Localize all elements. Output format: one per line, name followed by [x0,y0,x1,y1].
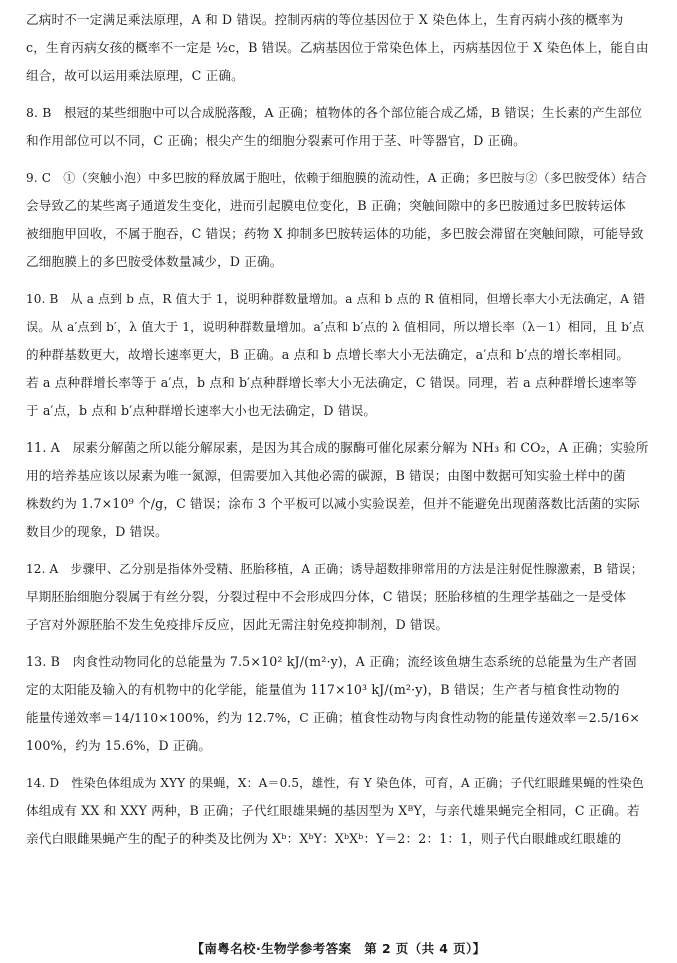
text-line: 会导致乙的某些离子通道发生变化，进而引起膜电位变化，B 正确；突触间隙中的多巴胺通过多巴胺转运体 [26,198,626,213]
text-line: 14. D 性染色体组成为 XYY 的果蝇，X：A＝0.5，雄性，有 Y 染色体，可育，A 正确；子代红眼雌果蝇的性染色 [26,776,644,790]
answer-paragraph-cont [26,6,649,90]
text-line: 体组成有 XX 和 XXY 两种，B 正确；子代红眼雄果蝇的基因型为 XᴮY，与亲代雄果蝇完全相同，C 正确。若 [26,803,640,818]
answer-paragraph-q13 [26,648,649,760]
text-line: 定的太阳能及输入的有机物中的化学能，能量值为 117×10³ kJ/(m²·y)，B 错误；生产者与植食性动物的 [26,682,620,697]
text-line: 亲代白眼雌果蝇产生的配子的种类及比例为 Xᵇ：XᵇY：XᵇXᵇ：Y＝2：2：1：1，则子代白眼雌或红眼雄的 [26,831,622,846]
text-line: 能量传递效率＝14/110×100%，约为 12.7%，C 正确；植食性动物与肉食性动物的能量传递效率＝2.5/16× [26,710,640,725]
text-line: 12. A 步骤甲、乙分别是指体外受精、胚胎移植，A 正确；诱导超数排卵常用的方法是注射促性腺激素，B 错误； [26,562,643,576]
text-line: 误。从 a′点到 b′，λ 值大于 1，说明种群数量增加。a′点和 b′点的 λ 值相同，所以增长率（λ－1）相同，且 b′点 [26,320,645,334]
text-line: 10. B 从 a 点到 b 点，R 值大于 1，说明种群数量增加。a 点和 b 点的 R 值相同，但增长率大小无法确定，A 错 [26,292,646,306]
text-line: 于 a′点，b 点和 b′点种群增长速率大小也无法确定，D 错误。 [26,403,377,418]
text-line: 组合，故可以运用乘法原理，C 正确。 [26,68,244,83]
answer-paragraph-q12 [26,555,649,639]
text-line: c，生育丙病女孩的概率不一定是 ½c，B 错误。乙病基因位于常染色体上，丙病基因位于 X 染色体上，能自由 [26,40,649,55]
page-footer: 【南粤名校·生物学参考答案 第 2 页（共 4 页）】 [191,941,486,956]
answer-paragraph-q14 [26,769,649,853]
text-line: 子宫对外源胚胎不发生免疫排斥反应，因此无需注射免疫抑制剂，D 错误。 [26,617,449,632]
text-line: 13. B 肉食性动物同化的总能量为 7.5×10² kJ/(m²·y)，A 正确；流经该鱼塘生态系统的总能量为生产者固 [26,654,637,669]
answer-content [26,6,649,853]
text-line: 用的培养基应该以尿素为唯一氮源，但需要加入其他必需的碳源，B 错误；由图中数据可知实验土样中的菌 [26,468,626,483]
text-line: 若 a 点种群增长率等于 a′点，b 点和 b′点种群增长率大小无法确定，C 错误。同理，若 a 点种群增长速率等 [26,375,637,390]
answer-paragraph-q9 [26,164,649,276]
text-line: 11. A 尿素分解菌之所以能分解尿素，是因为其合成的脲酶可催化尿素分解为 NH₃ 和 CO₂，A 正确；实验所 [26,440,649,455]
text-line: 100%，约为 15.6%，D 正确。 [26,738,212,753]
text-line: 9. C ①（突触小泡）中多巴胺的释放属于胞吐，依赖于细胞膜的流动性，A 正确；多巴胺与②（多巴胺受体）结合 [26,171,648,185]
text-line: 8. B 根冠的某些细胞中可以合成脱落酸，A 正确；植物体的各个部位能合成乙烯，B 错误；生长素的产生部位 [26,105,643,120]
text-line: 被细胞甲回收，不属于胞吞，C 错误；药物 X 抑制多巴胺转运体的功能，多巴胺会滞留在突触间隙，可能导致 [26,226,644,241]
text-line: 乙病时不一定满足乘法原理，A 和 D 错误。控制丙病的等位基因位于 X 染色体上，生育丙病小孩的概率为 [26,12,624,27]
text-line: 和作用部位可以不同，C 正确；根尖产生的细胞分裂素可作用于茎、叶等器官，D 正确。 [26,133,526,148]
text-line: 早期胚胎细胞分裂属于有丝分裂，分裂过程中不会形成四分体，C 错误；胚胎移植的生理学基础之一是受体 [26,589,627,604]
text-line: 的种群基数更大，故增长速率更大，B 正确。a 点和 b 点增长率大小无法确定，a′点和 b′点的增长率相同。 [26,347,630,362]
text-line: 株数约为 1.7×10⁹ 个/g，C 错误；涂布 3 个平板可以减小实验误差，但并不能避免出现菌落数比活菌的实际 [26,496,640,511]
text-line: 乙细胞膜上的多巴胺受体数量减少，D 正确。 [26,254,283,269]
answer-paragraph-q11 [26,434,649,546]
text-line: 数目少的现象，D 错误。 [26,524,168,539]
answer-paragraph-q8 [26,99,649,155]
answer-paragraph-q10 [26,285,649,425]
